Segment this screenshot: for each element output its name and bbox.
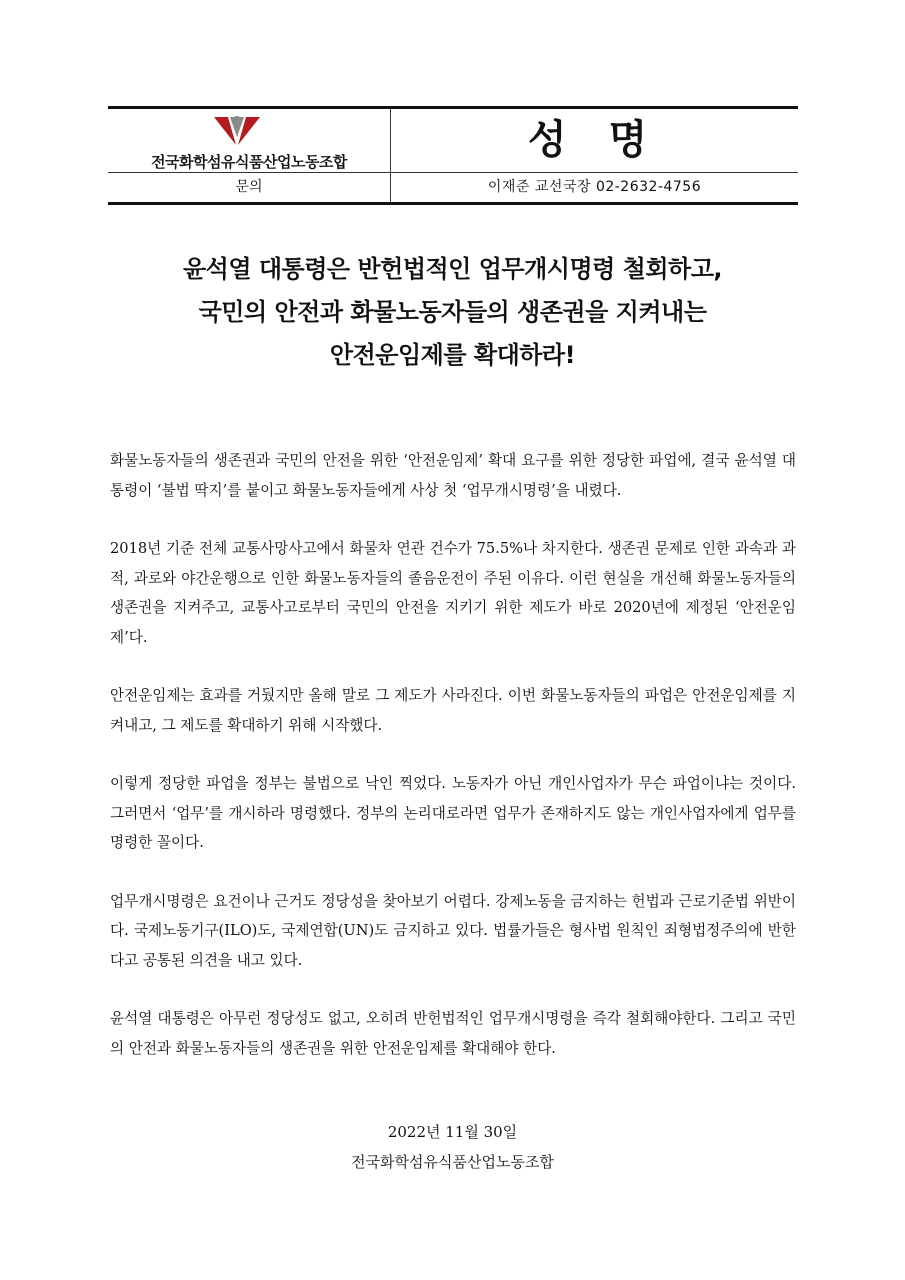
body-paragraph-4: 이렇게 정당한 파업을 정부는 불법으로 낙인 찍었다. 노동자가 아닌 개인사업자가 무슨 파업이냐는 것이다. 그러면서 ‘업무’를 개시하라 명령했다. 정부의 논리대로라면 업무가 존재하지도 않는 개인사업자에게 업무를 명령한 꼴이다. <box>110 775 796 851</box>
statement-title: 성 명 <box>527 117 662 163</box>
statement-header <box>108 106 798 204</box>
statement-date: 2022년 11월 30일 <box>387 1123 518 1141</box>
header-bottom-rule <box>108 202 798 205</box>
inquiry-label: 문의 <box>235 179 263 195</box>
logo-gray-dot <box>233 116 241 124</box>
statement-signature: 전국화학섬유식품산업노동조합 <box>351 1153 554 1171</box>
body-paragraph-2: 2018년 기준 전체 교통사망사고에서 화물차 연관 건수가 75.5%나 차지한다. 생존권 문제로 인한 과속과 과적, 과로와 야간운행으로 인한 화물노동자들의 졸음운전이 주된 이유다. 이런 현실을 개선해 화물노동자들의 생존권을 지켜주고, 교통사고로부터 국민의 안전을 지키기 위한 제도가 바로 2020년에 제정된 ‘안전운임제’다. <box>110 540 796 646</box>
headline-line-2: 국민의 안전과 화물노동자들의 생존권을 지켜내는 <box>198 298 707 326</box>
union-name: 전국화학섬유식품산업노동조합 <box>151 153 347 171</box>
body-paragraph-3: 안전운임제는 효과를 거뒀지만 올해 말로 그 제도가 사라진다. 이번 화물노동자들의 파업은 안전운임제를 지켜내고, 그 제도를 확대하기 위해 시작했다. <box>110 687 796 734</box>
body-paragraph-5: 업무개시명령은 요건이나 근거도 정당성을 찾아보기 어렵다. 강제노동을 금지하는 헌법과 근로기준법 위반이다. 국제노동기구(ILO)도, 국제연합(UN)도 금지하고 있다. 법률가들은 형사법 원칙인 죄형법정주의에 반한다고 공통된 의견을 내고 있다. <box>110 892 796 969</box>
headline-line-1: 윤석열 대통령은 반헌법적인 업무개시명령 철회하고, <box>182 255 723 283</box>
headline <box>100 248 805 377</box>
body-paragraph-1: 화물노동자들의 생존권과 국민의 안전을 위한 ‘안전운임제’ 확대 요구를 위한 정당한 파업에, 결국 윤석열 대통령이 ‘불법 딱지’를 붙이고 화물노동자들에게 사상 첫 ‘업무개시명령’을 내렸다. <box>110 452 796 499</box>
statement-body <box>110 446 796 1092</box>
union-logo-icon <box>212 115 262 151</box>
inquiry-contact: 이재준 교선국장 02-2632-4756 <box>487 179 702 195</box>
body-paragraph-6: 윤석열 대통령은 아무런 정당성도 없고, 오히려 반헌법적인 업무개시명령을 즉각 철회해야한다. 그리고 국민의 안전과 화물노동자들의 생존권을 위한 안전운임제를 확대해야 한다. <box>110 1010 796 1057</box>
headline-line-3: 안전운임제를 확대하라! <box>329 341 576 369</box>
union-logo-block <box>108 109 390 172</box>
